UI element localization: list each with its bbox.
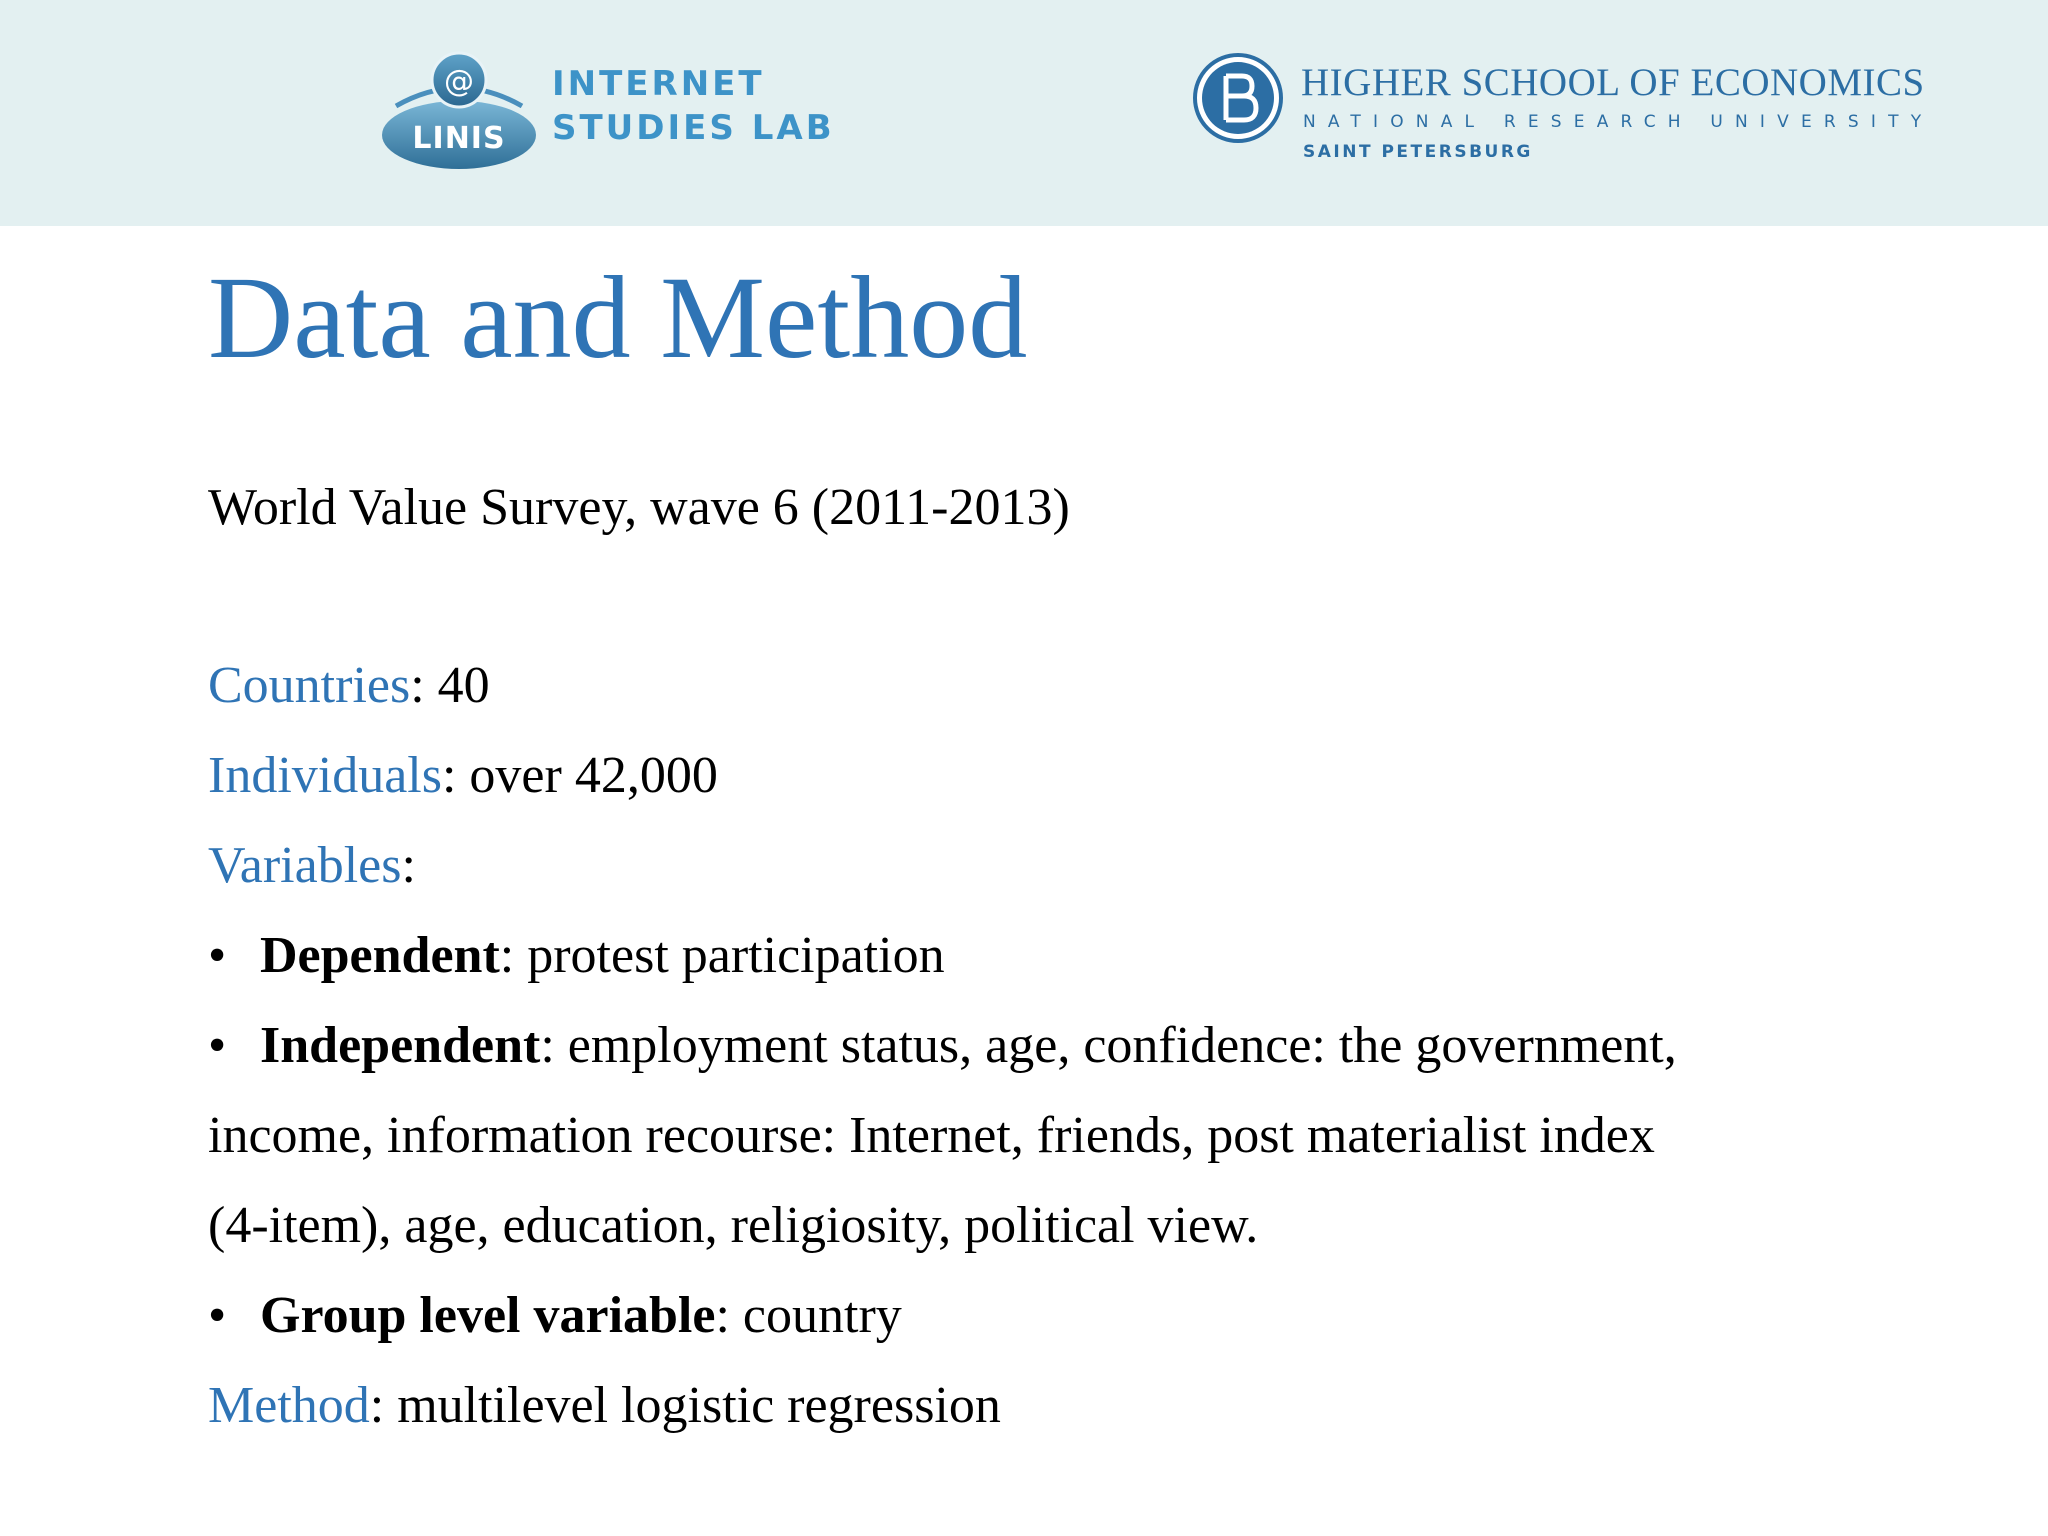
variables-label: Variables [208, 837, 402, 894]
hse-title: HIGHER SCHOOL OF ECONOMICS [1301, 61, 1925, 104]
hse-city: SAINT PETERSBURG [1303, 142, 1533, 162]
bullet-icon: • [208, 1287, 227, 1344]
individuals-line [208, 744, 718, 808]
bullet-dependent [208, 924, 945, 988]
bullet-group-level [208, 1284, 902, 1348]
hse-emblem-icon [1192, 52, 1284, 144]
slide-title: Data and Method [208, 252, 1028, 383]
method-value: : multilevel logistic regression [369, 1377, 1001, 1434]
bullet-text: : protest participation [499, 927, 945, 984]
linis-line2: STUDIES LAB [552, 108, 835, 148]
linis-line1: INTERNET [552, 64, 765, 104]
countries-value: : 40 [410, 657, 490, 714]
countries-line [208, 654, 490, 718]
bullet-term: Independent [260, 1017, 541, 1074]
bullet-icon: • [208, 927, 227, 984]
bullet-icon: • [208, 1017, 227, 1074]
at-icon: @ [444, 64, 474, 99]
bullet-independent-cont2: (4-item), age, education, religiosity, political view. [208, 1197, 1259, 1254]
individuals-label: Individuals [208, 747, 442, 804]
variables-colon: : [401, 837, 416, 894]
method-label: Method [208, 1377, 370, 1434]
individuals-value: : over 42,000 [441, 747, 718, 804]
variables-line [208, 834, 416, 898]
countries-label: Countries [208, 657, 411, 714]
data-source: World Value Survey, wave 6 (2011-2013) [208, 479, 1070, 536]
linis-logo [378, 50, 540, 172]
bullet-text: : employment status, age, confidence: the government, [540, 1017, 1677, 1074]
bullet-independent [208, 1014, 1677, 1078]
bullet-text: : country [715, 1287, 902, 1344]
method-line [208, 1374, 1001, 1438]
bullet-term: Dependent [260, 927, 500, 984]
linis-lab-name [552, 62, 835, 150]
header-band [0, 0, 2048, 226]
linis-logo-text: LINIS [412, 121, 506, 156]
bullet-term: Group level variable [260, 1287, 716, 1344]
hse-subtitle: NATIONAL RESEARCH UNIVERSITY [1303, 112, 1934, 132]
bullet-independent-cont1: income, information recourse: Internet, friends, post materialist index [208, 1107, 1655, 1164]
